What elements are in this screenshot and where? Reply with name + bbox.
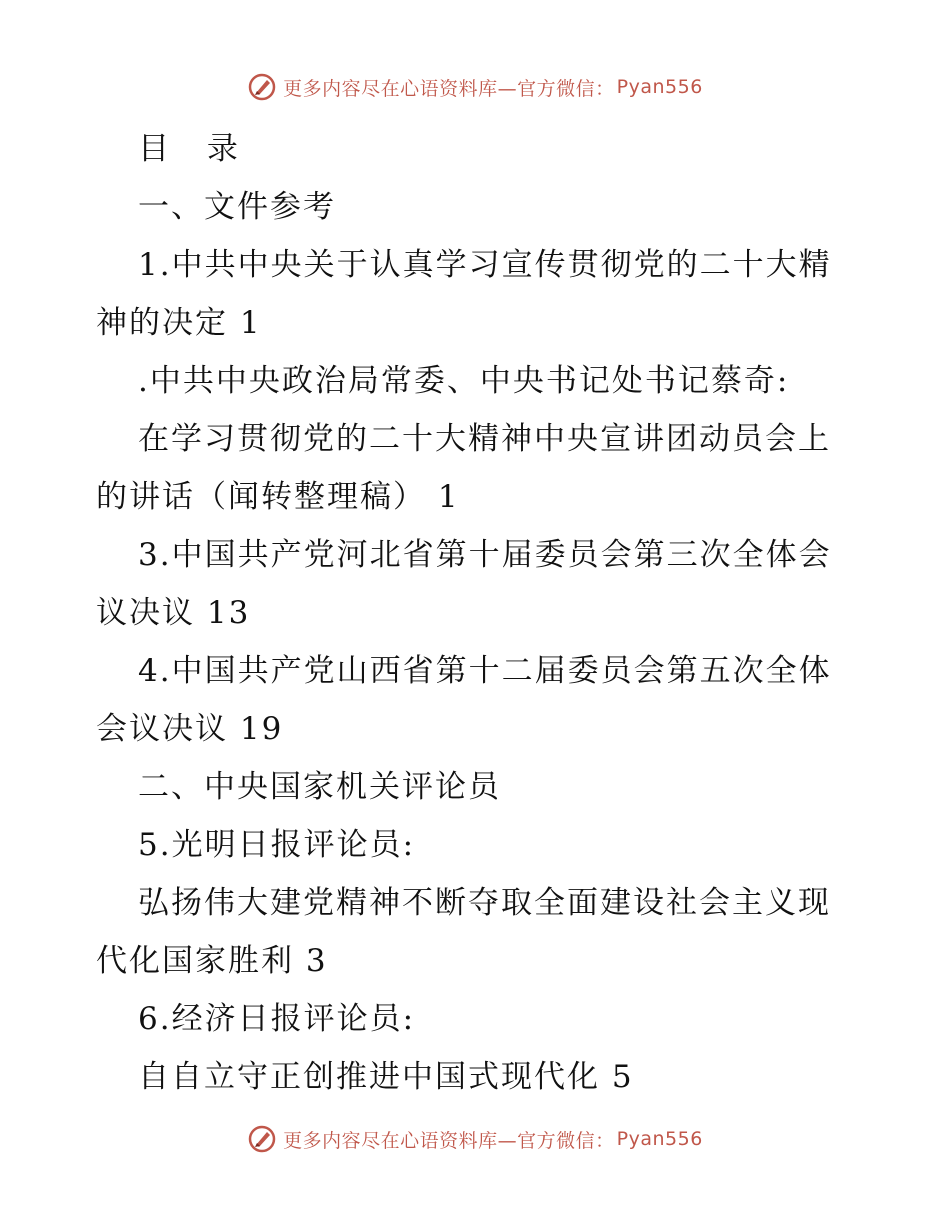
toc-line: 1.中共中央关于认真学习宣传贯彻党的二十大精 [138,247,832,283]
table-of-contents [96,120,856,1106]
toc-line: 议决议 13 [96,595,251,631]
toc-line: .中共中央政治局常委、中央书记处书记蔡奇: [138,363,790,399]
toc-line: 6.经济日报评论员: [138,1001,416,1037]
watermark-text: 更多内容尽在心语资料库—官方微信： [283,77,615,100]
toc-line: 5.光明日报评论员: [138,827,416,863]
toc-line: 3.中国共产党河北省第十届委员会第三次全体会 [138,537,832,573]
pen-logo-icon [247,72,277,102]
toc-line: 的讲话（闻转整理稿） 1 [96,479,460,515]
toc-line: 会议决议 19 [96,711,284,747]
toc-line: 4.中国共产党山西省第十二届委员会第五次全体 [138,653,832,689]
toc-line: 二、中央国家机关评论员 [138,769,501,805]
toc-line: 一、文件参考 [138,189,336,225]
watermark-wechat-id: Pyan556 [616,76,703,98]
toc-title: 目 录 [138,131,252,167]
header-watermark [0,72,950,102]
toc-line: 在学习贯彻党的二十大精神中央宣讲团动员会上 [138,421,831,457]
watermark-text: 更多内容尽在心语资料库—官方微信： [283,1129,615,1152]
footer-watermark [0,1124,950,1154]
toc-line: 神的决定 1 [96,305,262,341]
watermark-wechat-id: Pyan556 [616,1128,703,1150]
toc-line: 弘扬伟大建党精神不断夺取全面建设社会主义现 [138,885,831,921]
toc-line: 自自立守正创推进中国式现代化 5 [138,1059,634,1095]
toc-line: 代化国家胜利 3 [96,943,328,979]
pen-logo-icon [247,1124,277,1154]
